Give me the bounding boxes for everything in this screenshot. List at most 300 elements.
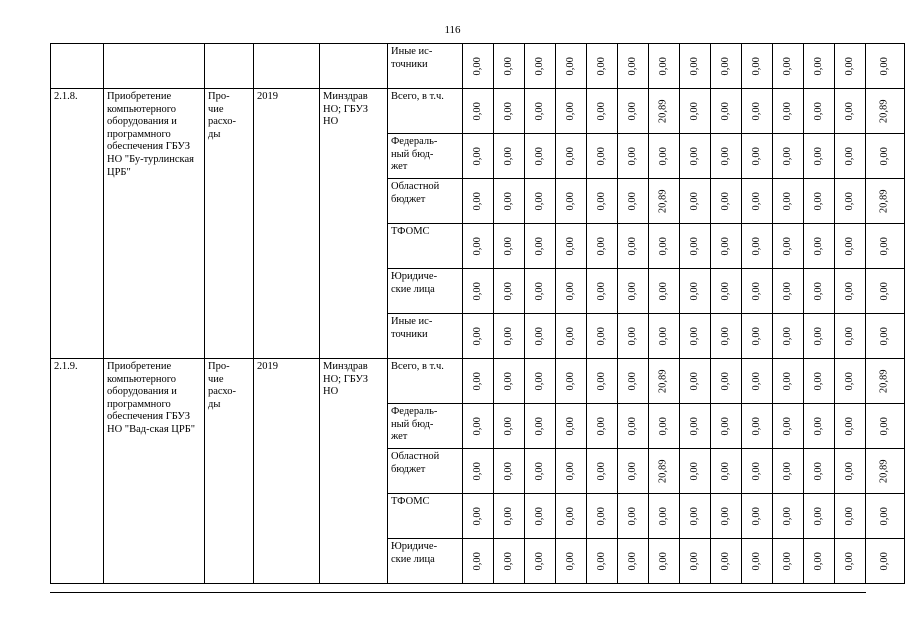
value-cell — [835, 404, 866, 449]
value-cell — [773, 404, 804, 449]
table-row — [51, 359, 905, 404]
value-text: 0,00 — [750, 551, 762, 571]
bottom-rule — [50, 592, 866, 593]
value-cell — [804, 449, 835, 494]
value-cell — [835, 269, 866, 314]
source-cell: Иные ис- точники — [388, 44, 463, 89]
table-body — [51, 44, 905, 584]
value-cell — [711, 494, 742, 539]
value-text: 0,00 — [719, 191, 731, 211]
value-text: 0,00 — [471, 461, 483, 481]
value-text: 0,00 — [502, 326, 514, 346]
value-cell — [835, 44, 866, 89]
value-text: 0,00 — [626, 371, 638, 391]
value-text: 0,00 — [812, 146, 824, 166]
value-cell — [649, 269, 680, 314]
value-cell — [680, 314, 711, 359]
value-text: 0,00 — [471, 371, 483, 391]
value-text: 0,00 — [657, 326, 669, 346]
value-text: 0,00 — [878, 506, 890, 526]
value-cell — [835, 494, 866, 539]
value-text: 0,00 — [688, 236, 700, 256]
value-text: 0,00 — [657, 551, 669, 571]
value-cell — [587, 494, 618, 539]
value-cell — [494, 359, 525, 404]
source-cell: Юридиче- ские лица — [388, 269, 463, 314]
value-cell — [866, 89, 905, 134]
value-cell — [773, 269, 804, 314]
value-text: 0,00 — [812, 236, 824, 256]
value-text: 0,00 — [471, 281, 483, 301]
value-text: 0,00 — [843, 236, 855, 256]
value-cell — [680, 449, 711, 494]
value-cell — [463, 224, 494, 269]
value-text: 0,00 — [595, 551, 607, 571]
value-cell — [866, 404, 905, 449]
value-cell — [525, 359, 556, 404]
value-text: 0,00 — [781, 56, 793, 76]
value-text: 0,00 — [750, 191, 762, 211]
value-text: 0,00 — [719, 101, 731, 121]
value-cell — [525, 269, 556, 314]
value-text: 0,00 — [719, 146, 731, 166]
expense-type-cell — [205, 44, 254, 89]
value-cell — [525, 224, 556, 269]
value-text: 20,89 — [878, 459, 890, 483]
value-text: 0,00 — [533, 236, 545, 256]
value-text: 0,00 — [502, 551, 514, 571]
value-cell — [649, 494, 680, 539]
item-executor: Минздрав НО; ГБУЗ НО — [320, 89, 388, 359]
value-cell — [587, 449, 618, 494]
value-cell — [742, 449, 773, 494]
value-text: 0,00 — [781, 326, 793, 346]
value-text: 0,00 — [688, 191, 700, 211]
value-cell — [556, 224, 587, 269]
value-text: 0,00 — [657, 416, 669, 436]
value-text: 0,00 — [843, 461, 855, 481]
value-text: 0,00 — [781, 461, 793, 481]
value-cell — [711, 224, 742, 269]
value-cell — [680, 404, 711, 449]
value-cell — [866, 449, 905, 494]
value-cell — [804, 539, 835, 584]
value-text: 0,00 — [657, 56, 669, 76]
value-text: 0,00 — [626, 101, 638, 121]
value-text: 0,00 — [564, 146, 576, 166]
source-cell: Иные ис- точники — [388, 314, 463, 359]
id-cell — [51, 44, 104, 89]
value-cell — [680, 89, 711, 134]
value-text: 0,00 — [626, 146, 638, 166]
value-cell — [463, 314, 494, 359]
value-text: 0,00 — [533, 506, 545, 526]
value-cell — [711, 44, 742, 89]
value-text: 0,00 — [878, 326, 890, 346]
value-cell — [463, 494, 494, 539]
value-cell — [618, 449, 649, 494]
table-row — [51, 89, 905, 134]
value-text: 0,00 — [595, 506, 607, 526]
value-cell — [804, 269, 835, 314]
value-cell — [711, 314, 742, 359]
value-text: 0,00 — [719, 326, 731, 346]
value-cell — [525, 89, 556, 134]
value-cell — [835, 359, 866, 404]
value-text: 20,89 — [657, 459, 669, 483]
value-text: 0,00 — [564, 461, 576, 481]
value-cell — [742, 359, 773, 404]
value-cell — [556, 314, 587, 359]
value-cell — [494, 134, 525, 179]
value-cell — [463, 89, 494, 134]
value-text: 0,00 — [688, 416, 700, 436]
value-cell — [773, 134, 804, 179]
value-text: 0,00 — [750, 506, 762, 526]
value-text: 0,00 — [719, 416, 731, 436]
value-text: 0,00 — [533, 56, 545, 76]
value-cell — [618, 44, 649, 89]
value-text: 0,00 — [626, 506, 638, 526]
source-cell: Федераль- ный бюд- жет — [388, 404, 463, 449]
value-text: 0,00 — [533, 101, 545, 121]
value-text: 0,00 — [626, 461, 638, 481]
value-cell — [773, 179, 804, 224]
value-cell — [494, 314, 525, 359]
value-text: 0,00 — [657, 281, 669, 301]
source-cell: ТФОМС — [388, 494, 463, 539]
value-cell — [556, 179, 587, 224]
value-text: 0,00 — [843, 506, 855, 526]
value-text: 0,00 — [626, 551, 638, 571]
value-cell — [866, 539, 905, 584]
value-text: 0,00 — [502, 281, 514, 301]
value-text: 0,00 — [471, 416, 483, 436]
value-text: 0,00 — [812, 551, 824, 571]
value-cell — [866, 179, 905, 224]
value-text: 0,00 — [843, 371, 855, 391]
table-row — [51, 44, 905, 89]
value-text: 0,00 — [750, 371, 762, 391]
value-cell — [587, 404, 618, 449]
value-cell — [556, 359, 587, 404]
value-text: 0,00 — [471, 56, 483, 76]
source-cell: Юридиче- ские лица — [388, 539, 463, 584]
value-text: 0,00 — [502, 101, 514, 121]
value-text: 0,00 — [719, 281, 731, 301]
value-text: 0,00 — [719, 56, 731, 76]
value-cell — [525, 134, 556, 179]
value-text: 0,00 — [781, 236, 793, 256]
value-cell — [773, 314, 804, 359]
value-text: 0,00 — [626, 56, 638, 76]
value-cell — [525, 44, 556, 89]
value-cell — [742, 44, 773, 89]
value-cell — [680, 539, 711, 584]
value-cell — [463, 134, 494, 179]
value-text: 0,00 — [812, 416, 824, 436]
value-text: 0,00 — [564, 56, 576, 76]
value-cell — [773, 449, 804, 494]
value-cell — [618, 314, 649, 359]
value-text: 0,00 — [595, 191, 607, 211]
value-text: 20,89 — [878, 189, 890, 213]
source-cell: ТФОМС — [388, 224, 463, 269]
value-text: 0,00 — [502, 146, 514, 166]
value-cell — [556, 44, 587, 89]
value-cell — [711, 404, 742, 449]
value-cell — [866, 359, 905, 404]
source-cell: Областной бюджет — [388, 449, 463, 494]
value-text: 0,00 — [657, 146, 669, 166]
value-text: 0,00 — [533, 191, 545, 211]
value-cell — [618, 134, 649, 179]
value-cell — [804, 89, 835, 134]
item-expense-type: Про- чие расхо- ды — [205, 359, 254, 584]
value-text: 0,00 — [564, 236, 576, 256]
value-text: 0,00 — [471, 551, 483, 571]
value-text: 0,00 — [564, 101, 576, 121]
value-text: 0,00 — [750, 146, 762, 166]
value-text: 0,00 — [719, 236, 731, 256]
value-text: 0,00 — [781, 146, 793, 166]
value-cell — [773, 224, 804, 269]
value-cell — [587, 44, 618, 89]
value-cell — [835, 224, 866, 269]
executor-cell — [320, 44, 388, 89]
value-cell — [525, 314, 556, 359]
value-text: 0,00 — [843, 551, 855, 571]
value-text: 0,00 — [719, 371, 731, 391]
value-cell — [866, 314, 905, 359]
value-text: 0,00 — [595, 416, 607, 436]
value-cell — [680, 359, 711, 404]
value-text: 0,00 — [564, 281, 576, 301]
value-text: 0,00 — [843, 191, 855, 211]
value-text: 0,00 — [750, 281, 762, 301]
value-cell — [742, 314, 773, 359]
value-cell — [866, 494, 905, 539]
item-id: 2.1.8. — [51, 89, 104, 359]
value-text: 0,00 — [843, 146, 855, 166]
value-text: 0,00 — [595, 236, 607, 256]
value-text: 0,00 — [657, 236, 669, 256]
value-text: 0,00 — [750, 326, 762, 346]
value-cell — [649, 539, 680, 584]
value-text: 0,00 — [750, 416, 762, 436]
value-cell — [494, 539, 525, 584]
value-cell — [835, 449, 866, 494]
value-cell — [494, 179, 525, 224]
value-cell — [649, 359, 680, 404]
value-cell — [711, 359, 742, 404]
value-text: 0,00 — [843, 56, 855, 76]
value-text: 0,00 — [626, 281, 638, 301]
value-text: 0,00 — [750, 461, 762, 481]
value-text: 0,00 — [626, 236, 638, 256]
value-cell — [804, 404, 835, 449]
value-cell — [711, 449, 742, 494]
value-cell — [804, 179, 835, 224]
value-cell — [618, 404, 649, 449]
value-text: 0,00 — [564, 416, 576, 436]
value-text: 0,00 — [750, 56, 762, 76]
value-cell — [742, 539, 773, 584]
value-text: 0,00 — [719, 551, 731, 571]
value-cell — [804, 359, 835, 404]
value-text: 0,00 — [533, 326, 545, 346]
value-text: 0,00 — [812, 371, 824, 391]
value-cell — [556, 89, 587, 134]
value-text: 0,00 — [781, 551, 793, 571]
value-text: 0,00 — [533, 371, 545, 391]
value-cell — [494, 449, 525, 494]
value-text: 0,00 — [595, 56, 607, 76]
value-text: 0,00 — [843, 326, 855, 346]
value-text: 20,89 — [657, 369, 669, 393]
value-cell — [587, 539, 618, 584]
value-cell — [587, 359, 618, 404]
value-text: 0,00 — [564, 371, 576, 391]
value-text: 20,89 — [878, 369, 890, 393]
value-cell — [866, 134, 905, 179]
value-text: 0,00 — [812, 281, 824, 301]
value-text: 0,00 — [595, 326, 607, 346]
value-cell — [618, 269, 649, 314]
value-cell — [711, 269, 742, 314]
value-cell — [773, 494, 804, 539]
value-cell — [711, 134, 742, 179]
value-cell — [742, 269, 773, 314]
value-text: 0,00 — [781, 281, 793, 301]
value-text: 0,00 — [688, 146, 700, 166]
value-cell — [587, 314, 618, 359]
value-cell — [587, 134, 618, 179]
value-cell — [742, 494, 773, 539]
value-text: 0,00 — [750, 236, 762, 256]
value-text: 0,00 — [502, 191, 514, 211]
value-cell — [835, 89, 866, 134]
value-text: 0,00 — [502, 56, 514, 76]
value-cell — [525, 494, 556, 539]
value-cell — [835, 539, 866, 584]
value-cell — [587, 89, 618, 134]
value-text: 0,00 — [564, 506, 576, 526]
value-text: 0,00 — [812, 191, 824, 211]
name-cell — [104, 44, 205, 89]
value-cell — [494, 269, 525, 314]
value-text: 0,00 — [471, 146, 483, 166]
value-text: 0,00 — [688, 371, 700, 391]
value-text: 0,00 — [471, 236, 483, 256]
value-text: 0,00 — [781, 371, 793, 391]
value-cell — [649, 449, 680, 494]
value-cell — [525, 404, 556, 449]
value-text: 0,00 — [533, 551, 545, 571]
value-cell — [866, 269, 905, 314]
value-cell — [463, 44, 494, 89]
value-text: 0,00 — [878, 551, 890, 571]
value-cell — [804, 494, 835, 539]
value-cell — [835, 179, 866, 224]
value-cell — [773, 359, 804, 404]
value-cell — [556, 269, 587, 314]
value-text: 0,00 — [533, 461, 545, 481]
value-cell — [742, 224, 773, 269]
value-text: 0,00 — [626, 326, 638, 346]
item-executor: Минздрав НО; ГБУЗ НО — [320, 359, 388, 584]
value-cell — [649, 224, 680, 269]
source-cell: Областной бюджет — [388, 179, 463, 224]
value-cell — [649, 134, 680, 179]
value-text: 0,00 — [471, 101, 483, 121]
value-text: 20,89 — [878, 99, 890, 123]
value-text: 0,00 — [595, 281, 607, 301]
value-text: 0,00 — [595, 371, 607, 391]
value-cell — [525, 179, 556, 224]
item-name: Приобретение компьютерного оборудования и программного обеспечения ГБУЗ НО "Бу-турлинская ЦРБ" — [104, 89, 205, 359]
value-cell — [773, 89, 804, 134]
value-text: 0,00 — [502, 506, 514, 526]
value-cell — [680, 494, 711, 539]
value-text: 0,00 — [812, 56, 824, 76]
value-text: 0,00 — [688, 101, 700, 121]
value-text: 0,00 — [502, 371, 514, 391]
value-cell — [649, 314, 680, 359]
value-cell — [463, 449, 494, 494]
value-text: 0,00 — [502, 416, 514, 436]
value-text: 0,00 — [688, 551, 700, 571]
item-name: Приобретение компьютерного оборудования и программного обеспечения ГБУЗ НО "Вад-ская ЦРБ" — [104, 359, 205, 584]
source-cell: Федераль- ный бюд- жет — [388, 134, 463, 179]
value-text: 0,00 — [502, 236, 514, 256]
value-cell — [835, 134, 866, 179]
value-cell — [618, 539, 649, 584]
value-cell — [680, 179, 711, 224]
value-text: 0,00 — [688, 326, 700, 346]
value-text: 0,00 — [533, 146, 545, 166]
value-cell — [804, 314, 835, 359]
value-cell — [463, 269, 494, 314]
value-cell — [866, 224, 905, 269]
value-text: 0,00 — [564, 326, 576, 346]
value-text: 0,00 — [781, 101, 793, 121]
value-text: 0,00 — [595, 101, 607, 121]
value-cell — [494, 44, 525, 89]
value-cell — [463, 404, 494, 449]
value-text: 0,00 — [688, 461, 700, 481]
value-cell — [804, 224, 835, 269]
value-cell — [494, 224, 525, 269]
value-cell — [525, 539, 556, 584]
value-text: 0,00 — [878, 146, 890, 166]
value-cell — [463, 539, 494, 584]
value-cell — [556, 404, 587, 449]
value-cell — [649, 44, 680, 89]
item-year: 2019 — [254, 359, 320, 584]
value-text: 0,00 — [564, 551, 576, 571]
value-text: 0,00 — [471, 506, 483, 526]
value-cell — [804, 44, 835, 89]
value-text: 0,00 — [781, 506, 793, 526]
value-text: 0,00 — [657, 506, 669, 526]
value-cell — [494, 404, 525, 449]
value-cell — [649, 89, 680, 134]
value-text: 0,00 — [878, 416, 890, 436]
value-text: 0,00 — [812, 461, 824, 481]
value-cell — [587, 224, 618, 269]
value-cell — [587, 269, 618, 314]
